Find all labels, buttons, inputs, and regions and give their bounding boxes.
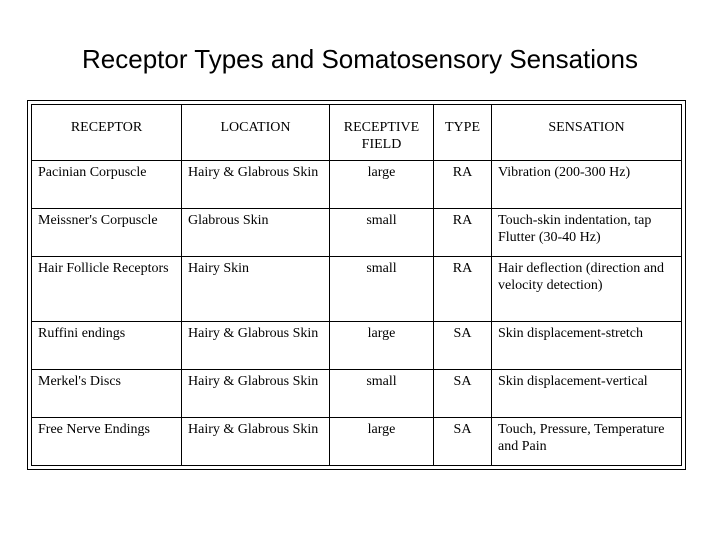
receptive-field-cell: small [330,209,434,257]
slide-title: Receptor Types and Somatosensory Sensations [82,44,638,74]
sensation-cell: Hair deflection (direction and velocity detection) [492,257,682,321]
table-row [32,161,682,209]
receptive-field-cell: large [330,321,434,369]
sensation-cell: Touch-skin indentation, tap Flutter (30-40 Hz) [492,209,682,257]
receptor-cell: Hair Follicle Receptors [32,257,182,321]
type-cell: RA [434,209,492,257]
location-cell: Hairy & Glabrous Skin [182,161,330,209]
receptive-field-cell: small [330,257,434,321]
receptor-cell: Free Nerve Endings [32,417,182,465]
type-cell: RA [434,161,492,209]
receptor-table-frame [27,100,686,470]
receptor-table [31,104,682,466]
header-sensation: SENSATION [492,105,682,161]
header-receptor: RECEPTOR [32,105,182,161]
table-header-row [32,105,682,161]
receptive-field-cell: large [330,161,434,209]
table-row [32,257,682,321]
sensation-cell: Touch, Pressure, Temperature and Pain [492,417,682,465]
location-cell: Hairy & Glabrous Skin [182,369,330,417]
location-cell: Hairy & Glabrous Skin [182,417,330,465]
type-cell: RA [434,257,492,321]
table-row [32,209,682,257]
location-cell: Hairy Skin [182,257,330,321]
location-cell: Glabrous Skin [182,209,330,257]
header-location: LOCATION [182,105,330,161]
table-row [32,321,682,369]
table-row [32,369,682,417]
location-cell: Hairy & Glabrous Skin [182,321,330,369]
sensation-cell: Vibration (200-300 Hz) [492,161,682,209]
type-cell: SA [434,369,492,417]
type-cell: SA [434,417,492,465]
receptor-cell: Meissner's Corpuscle [32,209,182,257]
header-type: TYPE [434,105,492,161]
receptor-cell: Merkel's Discs [32,369,182,417]
receptor-cell: Pacinian Corpuscle [32,161,182,209]
type-cell: SA [434,321,492,369]
receptive-field-cell: large [330,417,434,465]
receptor-cell: Ruffini endings [32,321,182,369]
sensation-cell: Skin displacement-stretch [492,321,682,369]
table-row [32,417,682,465]
header-receptive-field: RECEPTIVE FIELD [330,105,434,161]
receptive-field-cell: small [330,369,434,417]
sensation-cell: Skin displacement-vertical [492,369,682,417]
